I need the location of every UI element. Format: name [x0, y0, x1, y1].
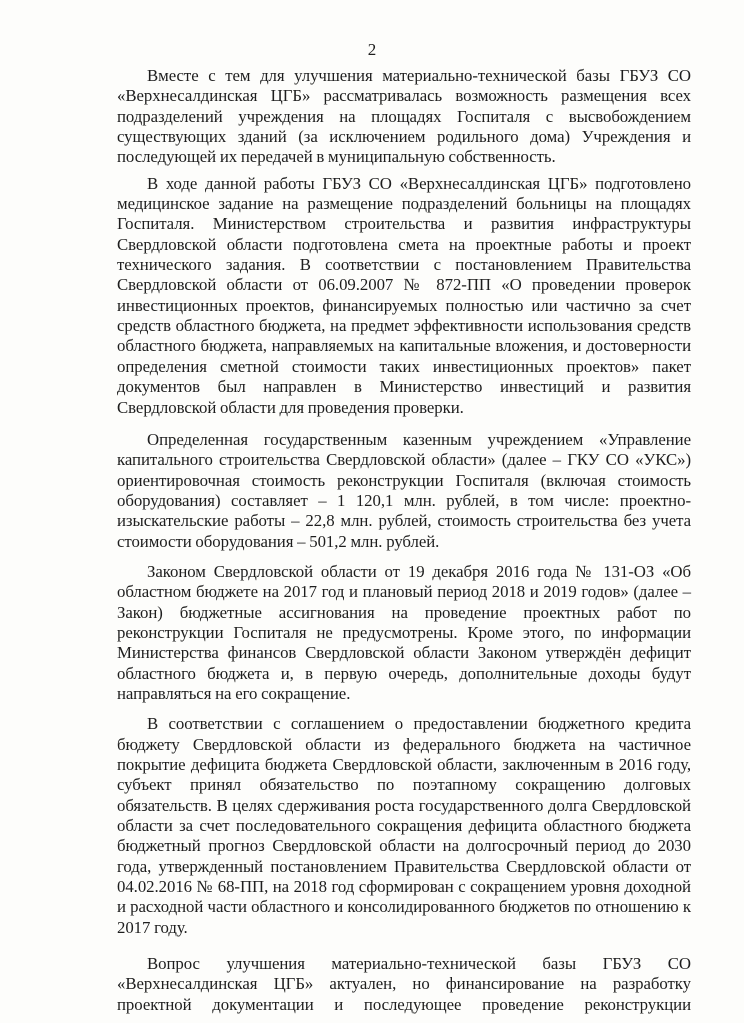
document-body	[117, 66, 691, 1015]
paragraph: В соответствии с соглашением о предоставлении бюджетного кредита бюджету Свердловской области из федерального бюджета на частичное покрытие дефицита бюджета Свердловской области, заключенным в 2016 году, субъект принял обязательство по поэтапному сокращению долговых обязательств. В целях сдерживания роста государственного долга Свердловской области за счет последовательного сокращения дефицита областного бюджета бюджетный прогноз Свердловской области на долгосрочный период до 2030 года, утвержденный постановлением Правительства Свердловской области от 04.02.2016 № 68-ПП, на 2018 год сформирован с сокращением уровня доходной и расходной части областного и консолидированного бюджетов по отношению к 2017 году.	[117, 714, 691, 937]
paragraph: Законом Свердловской области от 19 декабря 2016 года № 131-ОЗ «Об областном бюджете на 2017 год и плановый период 2018 и 2019 годов» (далее – Закон) бюджетные ассигнования на проведение проектных работ по реконструкции Госпиталя не предусмотрены. Кроме этого, по информации Министерства финансов Свердловской области Законом утверждён дефицит областного бюджета и, в первую очередь, дополнительные доходы будут направляться на его сокращение.	[117, 561, 691, 703]
paragraph: Вместе с тем для улучшения материально-технической базы ГБУЗ СО «Верхнесалдинская ЦГБ» рассматривалась возможность размещения всех подразделений учреждения на площадях Госпиталя с высвобождением существующих зданий (за исключением родильного дома) Учреждения и последующей их передачей в муниципальную собственность.	[117, 66, 691, 167]
paragraph: Вопрос улучшения материально-технической базы ГБУЗ СО «Верхнесалдинская ЦГБ» актуален, но финансирование на разработку проектной документации и последующее проведение реконструкции	[117, 954, 691, 1014]
page-number: 2	[367, 40, 377, 59]
paragraph: Определенная государственным казенным учреждением «Управление капитального строительства Свердловской области» (далее – ГКУ СО «УКС») ориентировочная стоимость реконструкции Госпиталя (включая стоимость оборудования) составляет – 1 120,1 млн. рублей, в том числе: проектно-изыскательские работы – 22,8 млн. рублей, стоимость строительства без учета стоимости оборудования – 501,2 млн. рублей.	[117, 429, 691, 551]
paragraph: В ходе данной работы ГБУЗ СО «Верхнесалдинская ЦГБ» подготовлено медицинское задание на размещение подразделений больницы на площадях Госпиталя. Министерством строительства и развития инфраструктуры Свердловской области подготовлена смета на проектные работы и проект технического задания. В соответствии с постановлением Правительства Свердловской области от 06.09.2007 № 872-ПП «О проведении проверок инвестиционных проектов, финансируемых полностью или частично за счет средств областного бюджета, на предмет эффективности использования средств областного бюджета, направляемых на капитальные вложения, и достоверности определения сметной стоимости таких инвестиционных проектов» пакет документов был направлен в Министерство инвестиций и развития Свердловской области для проведения проверки.	[117, 173, 691, 417]
